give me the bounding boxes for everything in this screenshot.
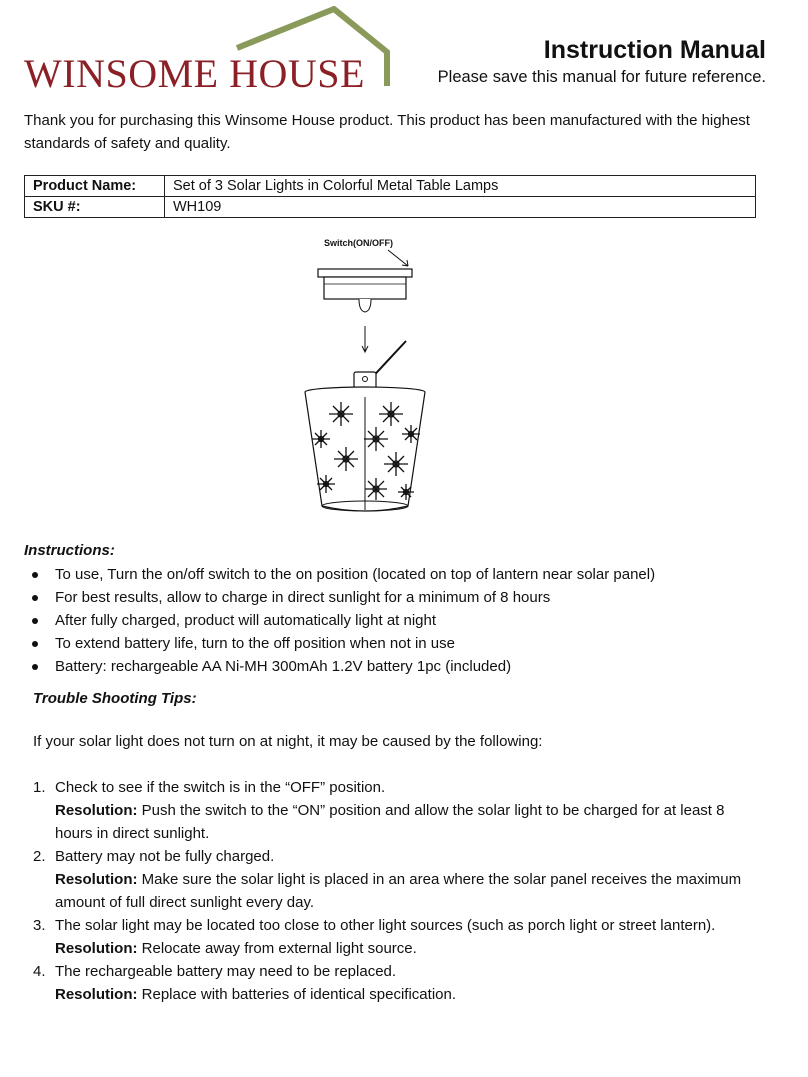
instructions-list xyxy=(30,563,655,678)
step-number: 1. xyxy=(33,779,46,796)
product-info-table xyxy=(24,175,756,218)
step-number: 2. xyxy=(33,848,46,865)
step-issue: The solar light may be located too close to other light sources (such as porch light or street lantern). xyxy=(55,917,716,934)
step-issue: Check to see if the switch is in the “OFF” position. xyxy=(55,779,386,796)
product-name-label: Product Name: xyxy=(25,176,165,197)
table-row xyxy=(25,197,756,218)
step-number: 3. xyxy=(33,917,46,934)
list-item xyxy=(30,563,655,586)
instruction-text: For best results, allow to charge in direct sunlight for a minimum of 8 hours xyxy=(55,589,551,606)
logo-text: WINSOME HOUSE xyxy=(24,51,365,96)
bullet-icon xyxy=(32,618,38,624)
list-item xyxy=(33,845,753,914)
table-row xyxy=(25,176,756,197)
bullet-icon xyxy=(32,595,38,601)
sku-label: SKU #: xyxy=(25,197,165,218)
step-number: 4. xyxy=(33,963,46,980)
list-item xyxy=(30,586,655,609)
resolution-label: Resolution: xyxy=(55,986,138,1003)
product-illustration xyxy=(296,234,436,524)
resolution-text: Push the switch to the “ON” position and allow the solar light to be charged for at least 8 hours in direct sunlight. xyxy=(55,802,725,842)
resolution-label: Resolution: xyxy=(55,940,138,957)
switch-label: Switch(ON/OFF) xyxy=(324,238,393,248)
instruction-text: After fully charged, product will automatically light at night xyxy=(55,612,437,629)
intro-paragraph: Thank you for purchasing this Winsome House product. This product has been manufactured with the highest standards of safety and quality. xyxy=(24,112,750,152)
resolution-label: Resolution: xyxy=(55,802,138,819)
list-item xyxy=(33,960,753,1006)
list-item xyxy=(33,914,753,960)
document-subtitle: Please save this manual for future reference. xyxy=(437,68,766,86)
bullet-icon xyxy=(32,572,38,578)
resolution-text: Replace with batteries of identical specification. xyxy=(137,986,457,1003)
resolution-text: Make sure the solar light is placed in an area where the solar panel receives the maximum amount of full direct sunlight every day. xyxy=(55,871,742,911)
brand-logo xyxy=(22,6,392,96)
step-resolution xyxy=(55,983,753,1006)
resolution-label: Resolution: xyxy=(55,871,138,888)
instructions-heading: Instructions: xyxy=(24,542,115,559)
product-name-value: Set of 3 Solar Lights in Colorful Metal Table Lamps xyxy=(165,176,756,197)
instruction-text: To extend battery life, turn to the off position when not in use xyxy=(55,635,455,652)
troubleshooting-list xyxy=(33,776,753,1006)
troubleshooting-heading: Trouble Shooting Tips: xyxy=(33,690,197,707)
step-resolution xyxy=(55,937,753,960)
bullet-icon xyxy=(32,664,38,670)
step-resolution xyxy=(55,868,753,914)
step-issue: Battery may not be fully charged. xyxy=(55,848,275,865)
bullet-icon xyxy=(32,641,38,647)
list-item xyxy=(30,609,655,632)
step-issue: The rechargeable battery may need to be replaced. xyxy=(55,963,397,980)
troubleshooting-intro: If your solar light does not turn on at night, it may be caused by the following: xyxy=(33,733,543,750)
list-item xyxy=(30,632,655,655)
step-resolution xyxy=(55,799,753,845)
document-header xyxy=(438,34,766,88)
lantern-diagram xyxy=(296,234,436,524)
instruction-text: To use, Turn the on/off switch to the on position (located on top of lantern near solar panel) xyxy=(55,566,656,583)
list-item xyxy=(33,776,753,845)
resolution-text: Relocate away from external light source. xyxy=(137,940,417,957)
document-title: Instruction Manual xyxy=(543,36,766,64)
list-item xyxy=(30,655,655,678)
sku-value: WH109 xyxy=(165,197,756,218)
instruction-text: Battery: rechargeable AA Ni-MH 300mAh 1.2V battery 1pc (included) xyxy=(55,658,512,675)
